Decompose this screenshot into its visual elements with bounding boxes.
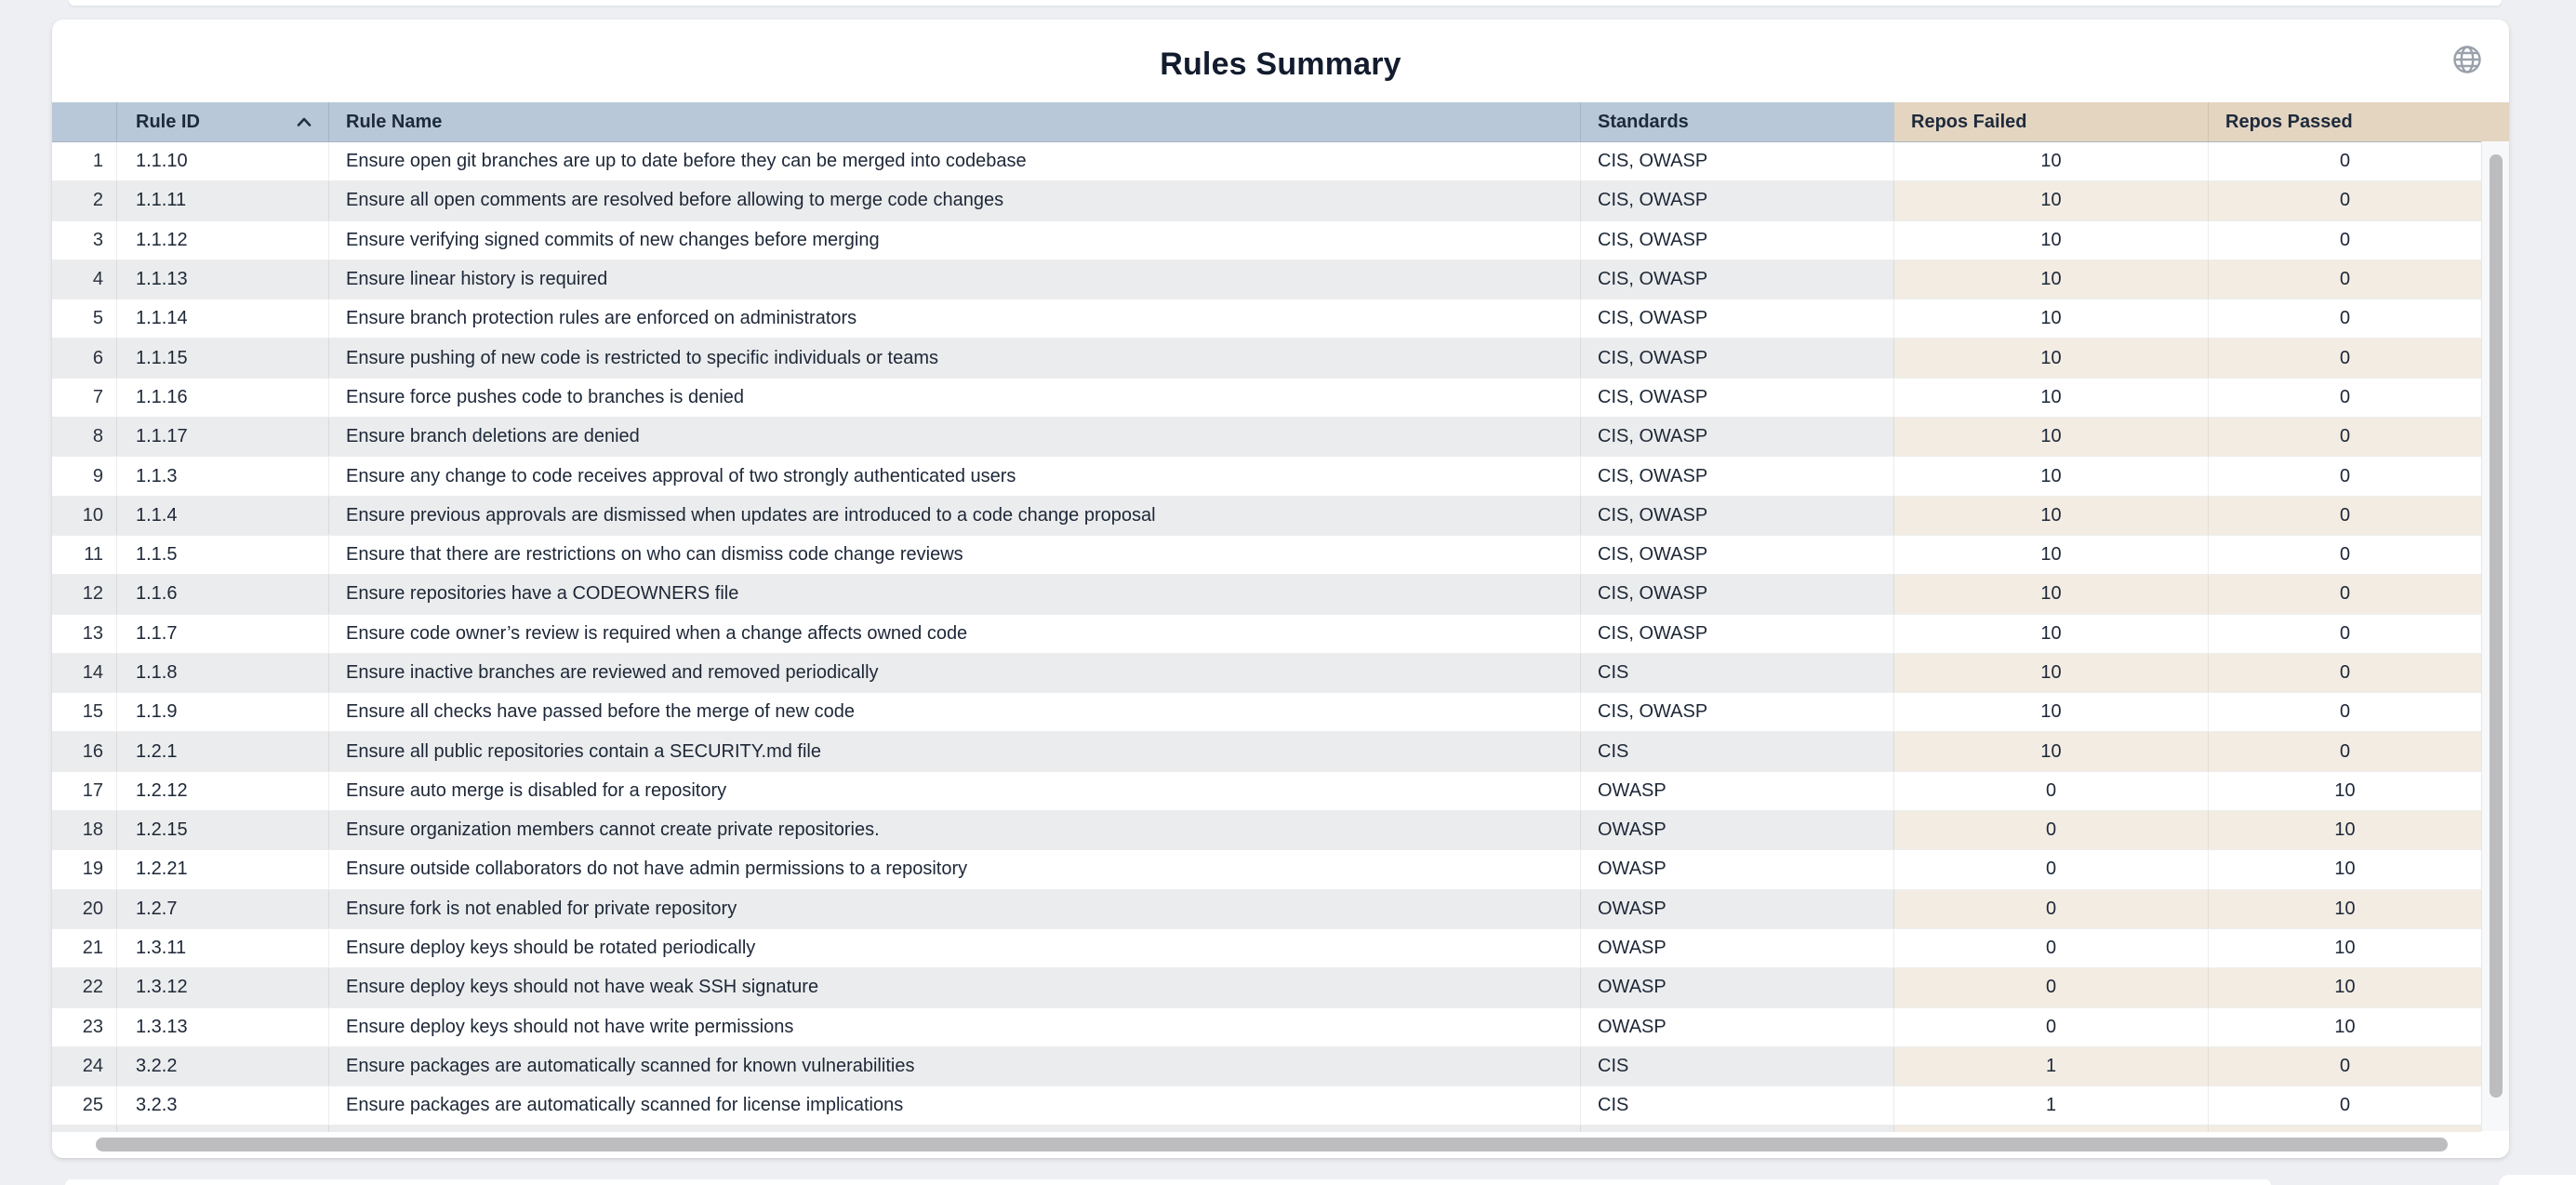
cell-repos-passed: 10 [2209,929,2481,967]
cell-repos-passed: 10 [2209,811,2481,849]
cell-rule-id: 1.1.12 [117,221,329,260]
rules-summary-card [52,20,2509,1158]
cell-rule-name: Ensure all checks have passed before the merge of new code [329,693,1581,731]
cell-empty [1581,1125,1894,1132]
cell-index: 16 [52,732,117,770]
cell-rule-name: Ensure packages are automatically scanned for license implications [329,1086,1581,1125]
header-label: Rule Name [346,111,443,132]
cell-rule-id: 1.1.15 [117,339,329,377]
globe-button[interactable] [2450,42,2485,77]
cell-standards: OWASP [1581,850,1894,888]
cell-repos-failed: 10 [1894,260,2209,299]
cell-rule-name: Ensure pushing of new code is restricted to specific individuals or teams [329,339,1581,377]
cell-rule-id: 3.2.2 [117,1047,329,1085]
table-row [52,260,2481,300]
header-cell-standards[interactable] [1581,102,1894,141]
cell-repos-failed: 10 [1894,536,2209,574]
cell-standards: CIS, OWASP [1581,497,1894,535]
cell-rule-id: 1.1.5 [117,536,329,574]
cell-rule-name: Ensure branch deletions are denied [329,418,1581,456]
cell-rule-name: Ensure that there are restrictions on who can dismiss code change reviews [329,536,1581,574]
cell-repos-failed: 0 [1894,1008,2209,1046]
table-row [52,181,2481,220]
cell-repos-failed: 1 [1894,1086,2209,1125]
header-label: Repos Failed [1911,111,2027,132]
cell-rule-id: 1.1.16 [117,379,329,417]
cell-standards: OWASP [1581,968,1894,1006]
cell-empty [2209,1125,2481,1132]
cell-rule-name: Ensure verifying signed commits of new changes before merging [329,221,1581,260]
cell-index: 14 [52,654,117,692]
cell-index: 19 [52,850,117,888]
cell-repos-failed: 0 [1894,929,2209,967]
header-label: Rule ID [136,111,200,132]
cell-repos-passed: 0 [2209,260,2481,299]
horizontal-scrollbar-track[interactable] [52,1134,2509,1158]
cell-standards: CIS, OWASP [1581,536,1894,574]
cell-rule-name: Ensure inactive branches are reviewed and removed periodically [329,654,1581,692]
cell-index: 4 [52,260,117,299]
table-row [52,497,2481,536]
cell-repos-passed: 10 [2209,772,2481,810]
cell-repos-failed: 10 [1894,575,2209,613]
cell-standards: CIS [1581,1086,1894,1125]
cell-repos-failed: 0 [1894,811,2209,849]
cell-index: 7 [52,379,117,417]
table-header-row [52,102,2509,142]
page-title: Rules Summary [1160,47,1401,82]
cell-standards: CIS, OWASP [1581,260,1894,299]
cell-rule-name: Ensure deploy keys should be rotated periodically [329,929,1581,967]
cell-rule-id: 1.2.21 [117,850,329,888]
cell-rule-name: Ensure code owner’s review is required when a change affects owned code [329,615,1581,653]
header-cell-index [52,102,117,141]
cell-repos-passed: 0 [2209,457,2481,495]
cell-standards: CIS, OWASP [1581,418,1894,456]
table-row [52,457,2481,496]
cell-rule-name: Ensure linear history is required [329,260,1581,299]
cell-standards: CIS, OWASP [1581,457,1894,495]
cell-standards: CIS, OWASP [1581,181,1894,220]
cell-repos-failed: 10 [1894,693,2209,731]
table-row [52,536,2481,575]
cell-repos-failed: 10 [1894,654,2209,692]
cell-repos-failed: 10 [1894,497,2209,535]
cell-index: 24 [52,1047,117,1085]
cell-rule-name: Ensure open git branches are up to date before they can be merged into codebase [329,142,1581,180]
cell-index: 21 [52,929,117,967]
cell-repos-failed: 0 [1894,850,2209,888]
next-card-edge [65,1179,2271,1185]
table-row [52,850,2481,889]
cell-empty [1894,1125,2209,1132]
cell-rule-name: Ensure branch protection rules are enforced on administrators [329,300,1581,338]
cell-repos-failed: 10 [1894,142,2209,180]
cell-standards: OWASP [1581,1008,1894,1046]
cell-index: 10 [52,497,117,535]
table-row [52,1086,2481,1125]
table-row [52,929,2481,968]
cell-rule-id: 1.1.3 [117,457,329,495]
globe-icon [2451,44,2483,75]
cell-rule-id: 1.2.7 [117,890,329,928]
cell-empty [52,1125,117,1132]
cell-rule-name: Ensure all public repositories contain a SECURITY.md file [329,732,1581,770]
cell-rule-id: 1.1.17 [117,418,329,456]
cell-index: 23 [52,1008,117,1046]
table-row [52,575,2481,614]
cell-repos-passed: 0 [2209,418,2481,456]
cell-rule-id: 1.1.4 [117,497,329,535]
cell-standards: OWASP [1581,929,1894,967]
cell-repos-passed: 0 [2209,1047,2481,1085]
cell-rule-id: 1.1.13 [117,260,329,299]
cell-index: 5 [52,300,117,338]
cell-rule-name: Ensure fork is not enabled for private repository [329,890,1581,928]
previous-card-edge [69,0,2502,6]
cell-repos-passed: 0 [2209,339,2481,377]
cell-standards: OWASP [1581,890,1894,928]
cell-standards: CIS, OWASP [1581,142,1894,180]
cell-index: 20 [52,890,117,928]
cell-rule-name: Ensure previous approvals are dismissed when updates are introduced to a code change proposal [329,497,1581,535]
table-row [52,1047,2481,1086]
table-row [52,615,2481,654]
table-row [52,339,2481,378]
cell-repos-failed: 10 [1894,418,2209,456]
cell-rule-id: 1.3.13 [117,1008,329,1046]
cell-index: 3 [52,221,117,260]
cell-rule-id: 1.3.12 [117,968,329,1006]
cell-empty [117,1125,329,1132]
cell-standards: CIS, OWASP [1581,339,1894,377]
cell-repos-passed: 0 [2209,300,2481,338]
cell-repos-passed: 10 [2209,850,2481,888]
cell-rule-id: 3.2.3 [117,1086,329,1125]
cell-repos-failed: 0 [1894,968,2209,1006]
cell-repos-passed: 0 [2209,615,2481,653]
cell-repos-passed: 10 [2209,1008,2481,1046]
cell-rule-id: 1.1.8 [117,654,329,692]
cell-standards: OWASP [1581,772,1894,810]
cell-rule-id: 1.1.14 [117,300,329,338]
cell-standards: CIS, OWASP [1581,379,1894,417]
cell-rule-name: Ensure deploy keys should not have write permissions [329,1008,1581,1046]
table-row [52,732,2481,771]
cell-index: 1 [52,142,117,180]
cell-rule-name: Ensure deploy keys should not have weak SSH signature [329,968,1581,1006]
cell-rule-name: Ensure organization members cannot create private repositories. [329,811,1581,849]
cell-repos-passed: 10 [2209,968,2481,1006]
vertical-scrollbar-track[interactable] [2481,141,2509,1131]
cell-repos-failed: 0 [1894,890,2209,928]
cell-rule-name: Ensure repositories have a CODEOWNERS file [329,575,1581,613]
cell-repos-passed: 0 [2209,497,2481,535]
cell-standards: CIS [1581,1047,1894,1085]
cell-repos-failed: 10 [1894,300,2209,338]
cell-repos-failed: 10 [1894,221,2209,260]
cell-index: 22 [52,968,117,1006]
header-cell-rule-name[interactable] [329,102,1581,141]
table-body [52,142,2481,1132]
cell-repos-failed: 0 [1894,772,2209,810]
cell-repos-passed: 0 [2209,654,2481,692]
cell-standards: CIS, OWASP [1581,575,1894,613]
cell-standards: CIS, OWASP [1581,693,1894,731]
sort-ascending-icon [297,117,312,126]
table-row [52,418,2481,457]
cell-rule-id: 1.1.7 [117,615,329,653]
cell-index: 15 [52,693,117,731]
cell-index: 8 [52,418,117,456]
table-row [52,1008,2481,1047]
table-row [52,221,2481,260]
cell-rule-id: 1.2.15 [117,811,329,849]
vertical-scrollbar-thumb[interactable] [2490,154,2503,1098]
table-row [52,300,2481,339]
cell-repos-passed: 0 [2209,536,2481,574]
table-row [52,811,2481,850]
cell-rule-id: 1.2.1 [117,732,329,770]
cell-standards: CIS [1581,654,1894,692]
cell-repos-passed: 0 [2209,732,2481,770]
cell-index: 13 [52,615,117,653]
header-cell-rule-id[interactable] [117,102,329,141]
cell-index: 6 [52,339,117,377]
cell-index: 11 [52,536,117,574]
cell-repos-passed: 0 [2209,1086,2481,1125]
cell-repos-passed: 0 [2209,693,2481,731]
cell-index: 9 [52,457,117,495]
cell-repos-passed: 0 [2209,379,2481,417]
table-row [52,772,2481,811]
cell-rule-id: 1.1.6 [117,575,329,613]
table-row-partial [52,1125,2481,1132]
cell-empty [329,1125,1581,1132]
table-row [52,693,2481,732]
cell-rule-name: Ensure auto merge is disabled for a repository [329,772,1581,810]
header-cell-repos-passed[interactable] [2209,102,2509,141]
cell-repos-failed: 10 [1894,181,2209,220]
cell-rule-id: 1.2.12 [117,772,329,810]
cell-repos-failed: 10 [1894,732,2209,770]
cell-repos-failed: 10 [1894,339,2209,377]
cell-index: 17 [52,772,117,810]
horizontal-scrollbar-thumb[interactable] [96,1138,2448,1152]
header-label: Repos Passed [2225,111,2353,132]
cell-rule-name: Ensure all open comments are resolved before allowing to merge code changes [329,181,1581,220]
cell-index: 18 [52,811,117,849]
cell-standards: CIS, OWASP [1581,300,1894,338]
next-card-corner [2499,1175,2576,1185]
cell-repos-failed: 1 [1894,1047,2209,1085]
table-row [52,654,2481,693]
cell-rule-name: Ensure any change to code receives approval of two strongly authenticated users [329,457,1581,495]
cell-standards: OWASP [1581,811,1894,849]
table-row [52,968,2481,1007]
cell-repos-failed: 10 [1894,457,2209,495]
rules-table [52,102,2509,1132]
cell-standards: CIS [1581,732,1894,770]
cell-index: 2 [52,181,117,220]
cell-index: 12 [52,575,117,613]
header-label: Standards [1598,111,1689,132]
cell-standards: CIS, OWASP [1581,221,1894,260]
cell-rule-name: Ensure outside collaborators do not have admin permissions to a repository [329,850,1581,888]
cell-repos-passed: 0 [2209,181,2481,220]
cell-standards: CIS, OWASP [1581,615,1894,653]
cell-index: 25 [52,1086,117,1125]
cell-rule-name: Ensure force pushes code to branches is denied [329,379,1581,417]
cell-rule-id: 1.1.11 [117,181,329,220]
header-cell-repos-failed[interactable] [1894,102,2209,141]
cell-repos-failed: 10 [1894,379,2209,417]
cell-rule-id: 1.1.10 [117,142,329,180]
cell-repos-failed: 10 [1894,615,2209,653]
cell-repos-passed: 0 [2209,221,2481,260]
cell-rule-id: 1.1.9 [117,693,329,731]
cell-rule-id: 1.3.11 [117,929,329,967]
cell-repos-passed: 0 [2209,142,2481,180]
table-row [52,890,2481,929]
cell-rule-name: Ensure packages are automatically scanned for known vulnerabilities [329,1047,1581,1085]
table-row [52,379,2481,418]
table-row [52,142,2481,181]
cell-repos-passed: 10 [2209,890,2481,928]
cell-repos-passed: 0 [2209,575,2481,613]
